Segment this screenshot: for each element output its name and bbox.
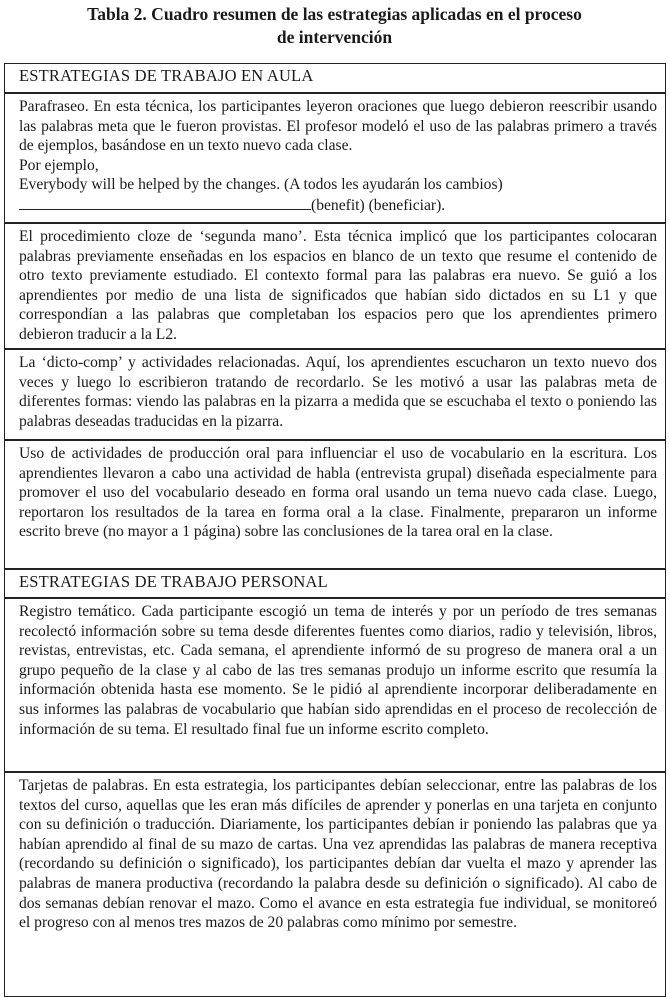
- fill-in-blank: [19, 195, 311, 210]
- table-title-line-2: de intervención: [276, 27, 393, 47]
- section-header-personal: ESTRATEGIAS DE TRABAJO PERSONAL: [5, 570, 665, 599]
- table-row-registro-tematico: [5, 599, 665, 773]
- parafraseo-example-sentence: Everybody will be helped by the changes. (A todos les ayudarán los cambios): [19, 176, 503, 194]
- table-title-line-1: Tabla 2. Cuadro resumen de las estrategias aplicadas en el proceso: [87, 4, 582, 24]
- tarjetas-text: Tarjetas de palabras. En esta estrategia, los participantes debían seleccionar, entre las palabras de los textos del curso, aquellas que les eran más difíciles de aprender y ponerlas en una tarjeta en conjunto con su definición o traducción. Diariamente, los participantes debían ir poniendo las palabras que ya habían aprendido al final de su mazo de cartas. Una vez aprendidas las palabras de manera receptiva (recordando su definición o significado), los participantes debían dar vuelta el mazo y aprender las palabras de manera productiva (recordando la palabra desde su definición o significado). Al cabo de dos semanas debían renovar el mazo. Como el avance en esta estrategia fue individual, se monitoreó el progreso con al menos tres mazos de 20 palabras como mínimo por semestre.: [19, 777, 657, 932]
- parafraseo-example-suffix: (benefit) (beneficiar).: [311, 196, 446, 214]
- strategies-table: [4, 63, 666, 997]
- section-header-aula: ESTRATEGIAS DE TRABAJO EN AULA: [5, 64, 665, 94]
- table-row-cloze: [5, 224, 665, 350]
- cloze-text: El procedimiento cloze de ‘segunda mano’. Esta técnica implicó que los participantes colocaran palabras previamente enseñadas en los espacios en blanco de un texto que resume el contenido de otro texto previamente estudiado. El contexto formal para las palabras era nuevo. Se guió a los aprendientes por medio de una lista de significados que habían sido dictados en su L1 y que correspondían a las palabras que completaban los espacios pero que los aprendientes primero debieron traducir a la L2.: [19, 228, 657, 343]
- parafraseo-text: Parafraseo. En esta técnica, los participantes leyeron oraciones que luego debieron reescribir usando las palabras meta que le fueron provistas. El profesor modeló el uso de las palabras primero a través de ejemplos, basándose en un texto nuevo cada clase.: [19, 98, 657, 155]
- table-row-produccion-oral: [5, 441, 665, 570]
- parafraseo-example-blank-line: [19, 195, 657, 216]
- registro-tematico-text: Registro temático. Cada participante escogió un tema de interés y por un período de tres semanas recolectó información sobre su tema desde diferentes fuentes como diarios, radio y televisión, libros, revistas, entrevistas, etc. Cada semana, el aprendiente informó de su progreso de manera oral a un grupo pequeño de la clase y al cabo de las tres semanas produjo un informe escrito que resumía la información obtenida hasta ese momento. Se le pidió al aprendiente incorporar deliberadamente en sus informes las palabras de vocabulario que habían sido aprendidas en el proceso de recolección de información de su tema. El resultado final fue un informe escrito completo.: [19, 603, 657, 738]
- parafraseo-example-label: Por ejemplo,: [19, 156, 99, 174]
- dicto-comp-text: La ‘dicto-comp’ y actividades relacionadas. Aquí, los aprendientes escucharon un texto nuevo dos veces y luego lo escribieron tratando de recordarlo. Se les motivó a usar las palabras meta de diferentes formas: viendo las palabras en la pizarra a medida que se escuchaba el texto o poniendo las palabras deseadas traducidas en la pizarra.: [19, 354, 657, 430]
- table-row-parafraseo: [5, 94, 665, 224]
- produccion-oral-text: Uso de actividades de producción oral para influenciar el uso de vocabulario en la escritura. Los aprendientes llevaron a cabo una actividad de habla (entrevista grupal) diseñada especialmente para promover el uso del vocabulario deseado en forma oral usando un tema nuevo cada clase. Luego, reportaron los resultados de la tarea en forma oral a la clase. Finalmente, prepararon un informe escrito breve (no mayor a 1 página) sobre las conclusiones de la tarea oral en la clase.: [19, 445, 657, 541]
- table-row-tarjetas: [5, 773, 665, 996]
- table-row-dicto-comp: [5, 350, 665, 441]
- table-title: [0, 3, 669, 49]
